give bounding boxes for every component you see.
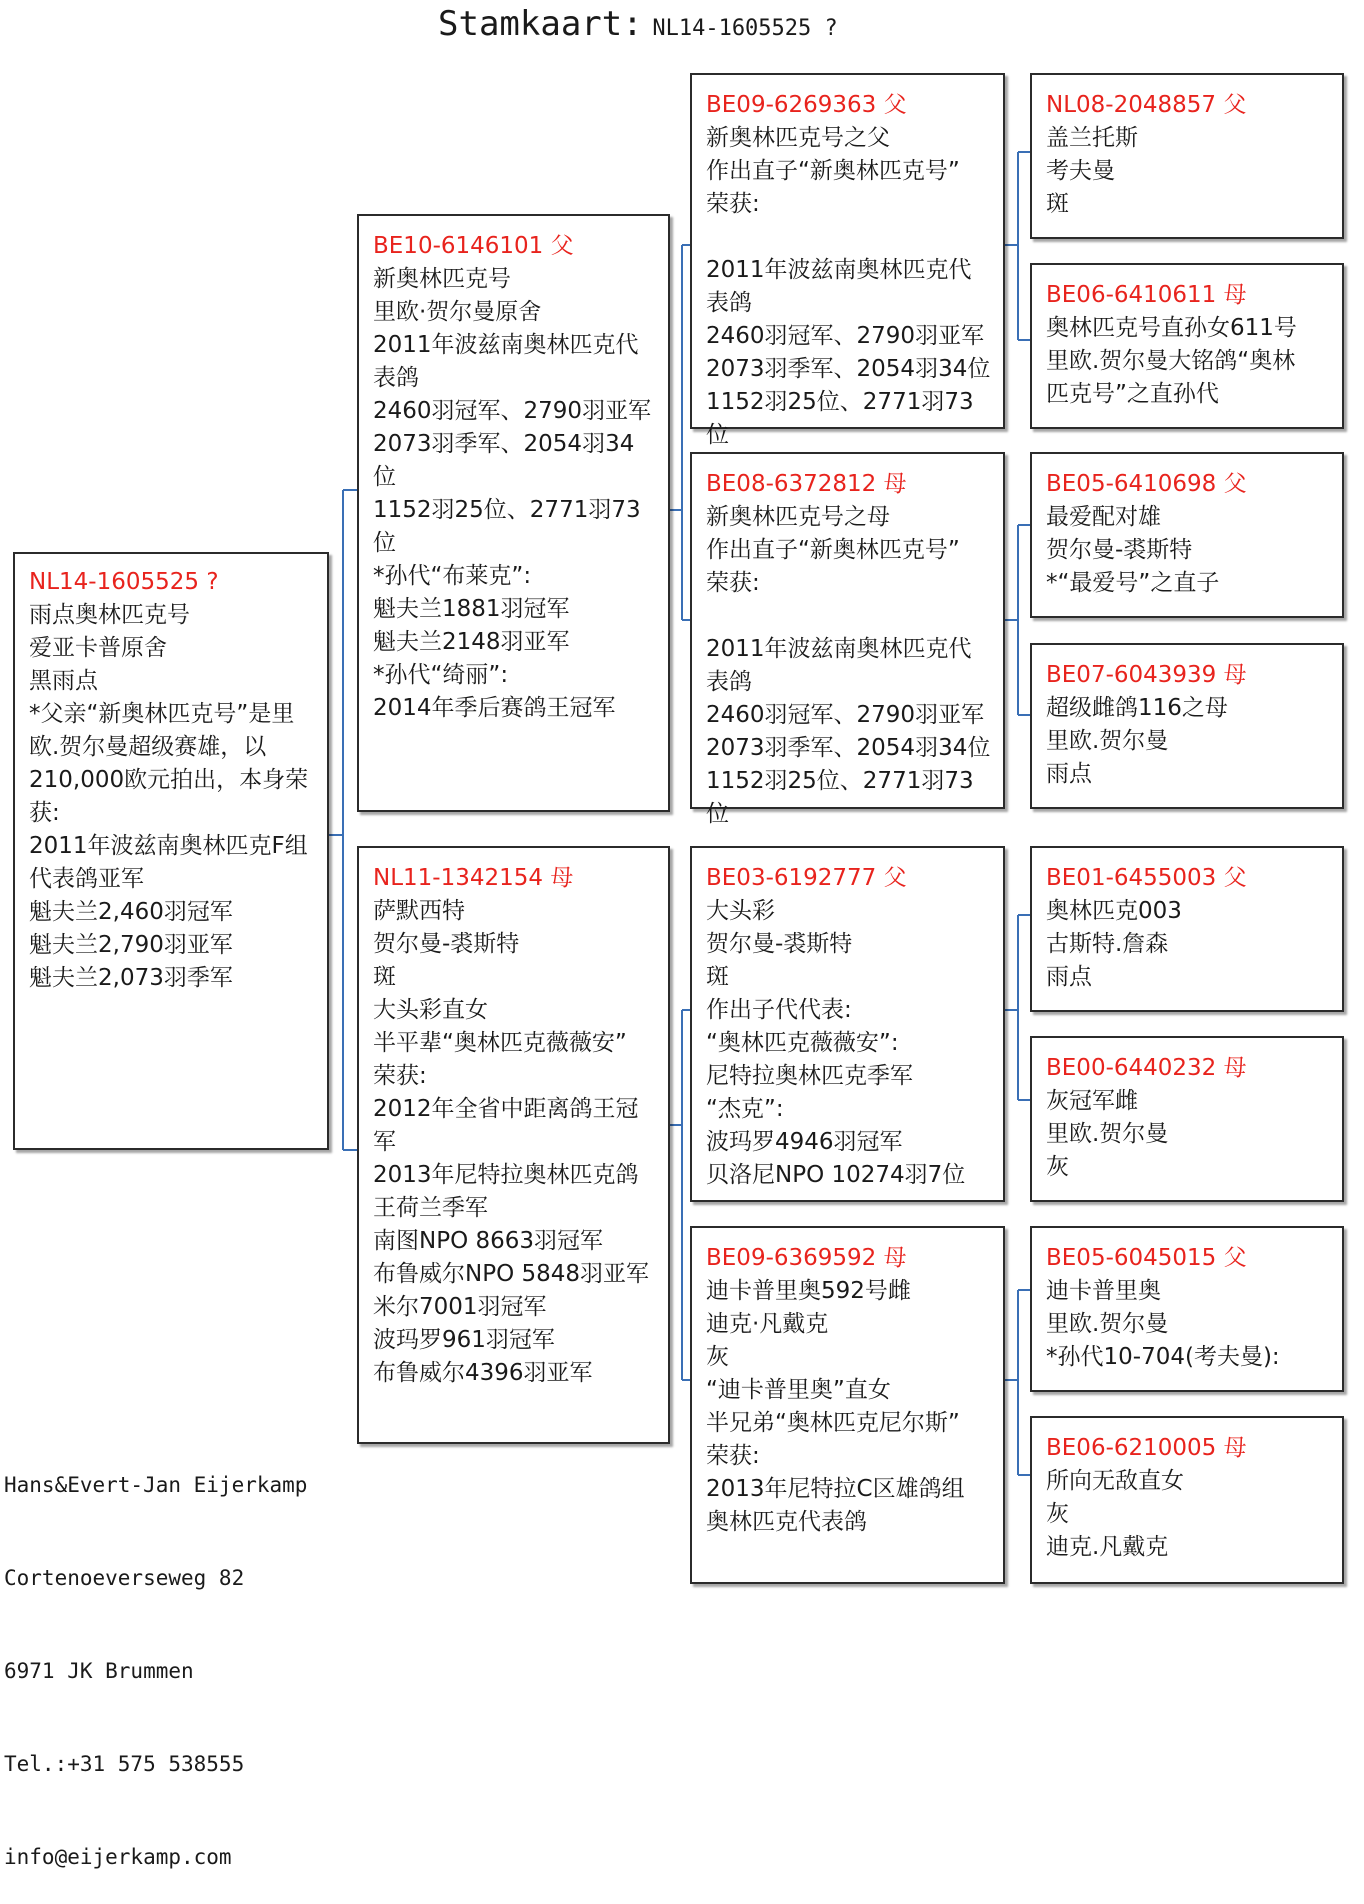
breeder-contact [4, 1408, 307, 1904]
pedigree-info-line: 贝洛尼NPO 10274羽7位 [706, 1162, 966, 1188]
pedigree-info-line: 斑 [706, 964, 729, 990]
pedigree-info-line: 王荷兰季军 [373, 1195, 488, 1221]
pedigree-info-line: 斑 [373, 964, 396, 990]
pedigree-info-line: 波玛罗4946羽冠军 [706, 1129, 903, 1155]
pedigree-info-line: 古斯特.詹森 [1046, 931, 1169, 957]
pedigree-info-line: 表鸽 [706, 669, 752, 695]
pedigree-info-line: 布鲁威尔4396羽亚军 [373, 1360, 593, 1386]
pedigree-info-line: 魁夫兰2,790羽亚军 [29, 932, 233, 958]
pedigree-info-line: 2012年全省中距离鸽王冠 [373, 1096, 639, 1122]
ff-mother-ring-id: BE06-6410611 母 [1046, 282, 1247, 308]
pedigree-info-line: 210,000欧元拍出，本身荣 [29, 767, 309, 793]
mf-father-ring-id: BE01-6455003 父 [1046, 865, 1247, 891]
pedigree-info-line: 2073羽季军、2054羽34位 [706, 356, 991, 382]
maternal-grandfather-box [690, 846, 1005, 1202]
pedigree-info-line: 灰 [1046, 1154, 1069, 1180]
pedigree-info-line: 荣获: [706, 191, 760, 217]
pedigree-info-line: 南图NPO 8663羽冠军 [373, 1228, 604, 1254]
pedigree-info-line: 雨点 [1046, 964, 1092, 990]
subject-box [13, 552, 329, 1150]
contact-email: info@eijerkamp.com [4, 1845, 232, 1869]
mf-mother-ring-id: BE00-6440232 母 [1046, 1055, 1247, 1081]
pedigree-info-line: 大头彩直女 [373, 997, 488, 1023]
ff-father-box [1030, 73, 1344, 239]
pedigree-info-line: 迪卡普里奥 [1046, 1278, 1161, 1304]
pedigree-info-line: 新奥林匹克号 [373, 266, 511, 292]
pedigree-info-line: 欧.贺尔曼超级赛雄，以 [29, 734, 267, 760]
pedigree-info-line: 2011年波兹南奥林匹克代 [373, 332, 639, 358]
pedigree-info-line: *父亲“新奥林匹克号”是里 [29, 701, 295, 727]
pedigree-info-line: 布鲁威尔NPO 5848羽亚军 [373, 1261, 650, 1287]
maternal-grandfather-ring-id: BE03-6192777 父 [706, 865, 907, 891]
title-label: Stamkaart: [438, 4, 643, 44]
pedigree-info-line: 爱亚卡普原舍 [29, 635, 167, 661]
pedigree-info-line: 新奥林匹克号之母 [706, 504, 890, 530]
pedigree-info-line: 1152羽25位、2771羽73位 [706, 768, 974, 827]
maternal-grandmother-ring-id: BE09-6369592 母 [706, 1245, 907, 1271]
pedigree-info-line: 2013年尼特拉奥林匹克鸽 [373, 1162, 639, 1188]
pedigree-info-line: “奥林匹克薇薇安”: [706, 1030, 899, 1056]
pedigree-info-line: 2460羽冠军、2790羽亚军 [706, 323, 985, 349]
ff-mother-box [1030, 263, 1344, 429]
pedigree-info-line: 灰 [1046, 1501, 1069, 1527]
pedigree-info-line: 2073羽季军、2054羽34位 [373, 431, 635, 490]
pedigree-info-line: 2011年波兹南奥林匹克代 [706, 257, 972, 283]
pedigree-info-line: 萨默西特 [373, 898, 465, 924]
pedigree-info-line: 获: [29, 800, 60, 826]
pedigree-info-line: 里欧·贺尔曼原舍 [373, 299, 542, 325]
pedigree-info-line: 考夫曼 [1046, 158, 1115, 184]
pedigree-info-line: 奥林匹克代表鸽 [706, 1509, 867, 1535]
ff-father-ring-id: NL08-2048857 父 [1046, 92, 1247, 118]
fm-father-box [1030, 452, 1344, 618]
pedigree-info-line: *“最爱号”之直子 [1046, 570, 1220, 596]
pedigree-info-line: 里欧.贺尔曼 [1046, 1311, 1169, 1337]
pedigree-info-line: 奥林匹克003 [1046, 898, 1182, 924]
pedigree-info-line: 2460羽冠军、2790羽亚军 [706, 702, 985, 728]
pedigree-info-line: “杰克”: [706, 1096, 784, 1122]
paternal-grandfather-box [690, 73, 1005, 448]
pedigree-info-line: 荣获: [706, 1443, 760, 1469]
pedigree-info-line: 2073羽季军、2054羽34位 [706, 735, 991, 761]
pedigree-info-line: 尼特拉奥林匹克季军 [706, 1063, 913, 1089]
subject-ring-id: NL14-1605525 ? [29, 569, 219, 595]
pedigree-info-line: 表鸽 [373, 365, 419, 391]
title-code: NL14-1605525 ? [652, 16, 838, 41]
pedigree-info-line: 迪克.凡戴克 [1046, 1534, 1169, 1560]
pedigree-info-line: “迪卡普里奥”直女 [706, 1377, 891, 1403]
pedigree-info-line: 雨点奥林匹克号 [29, 602, 190, 628]
pedigree-info-line: 1152羽25位、2771羽73位 [373, 497, 641, 556]
pedigree-info-line: 贺尔曼-裘斯特 [706, 931, 853, 957]
contact-name: Hans&Evert-Jan Eijerkamp [4, 1473, 308, 1497]
pedigree-info-line: 匹克号”之直孙代 [1046, 381, 1219, 407]
pedigree-info-line: 奥林匹克号直孙女611号 [1046, 315, 1297, 341]
pedigree-info-line: 作出直子“新奥林匹克号” [706, 158, 960, 184]
pedigree-info-line: 盖兰托斯 [1046, 125, 1138, 151]
pedigree-info-line: 荣获: [373, 1063, 427, 1089]
contact-street: Cortenoeverseweg 82 [4, 1566, 245, 1590]
pedigree-info-line: 2460羽冠军、2790羽亚军 [373, 398, 652, 424]
pedigree-info-line: 半兄弟“奥林匹克尼尔斯” [706, 1410, 960, 1436]
pedigree-info-line: *孙代“布莱克”: [373, 563, 532, 589]
pedigree-info-line: *孙代“绮丽”: [373, 662, 509, 688]
pedigree-info-line: 2011年波兹南奥林匹克代 [706, 636, 972, 662]
contact-city: 6971 JK Brummen [4, 1659, 194, 1683]
pedigree-info-line: 超级雌鸽116之母 [1046, 695, 1228, 721]
mm-mother-ring-id: BE06-6210005 母 [1046, 1435, 1247, 1461]
pedigree-info-line: 米尔7001羽冠军 [373, 1294, 547, 1320]
pedigree-info-line: 1152羽25位、2771羽73位 [706, 389, 974, 448]
pedigree-info-line: 贺尔曼-裘斯特 [373, 931, 520, 957]
pedigree-info-line: 灰 [706, 1344, 729, 1370]
pedigree-info-line: 表鸽 [706, 290, 752, 316]
pedigree-info-line: 黑雨点 [29, 668, 98, 694]
pedigree-info-line: 作出直子“新奥林匹克号” [706, 537, 960, 563]
pedigree-info-line: 贺尔曼-裘斯特 [1046, 537, 1193, 563]
pedigree-info-line: 新奥林匹克号之父 [706, 125, 890, 151]
mother-box [357, 846, 670, 1444]
paternal-grandfather-ring-id: BE09-6269363 父 [706, 92, 907, 118]
pedigree-info-line: 作出子代代表: [706, 997, 852, 1023]
pedigree-info-line: 魁夫兰2,073羽季军 [29, 965, 233, 991]
pedigree-info-line: 军 [373, 1129, 396, 1155]
pedigree-info-line: 魁夫兰1881羽冠军 [373, 596, 570, 622]
pedigree-info-line: 灰冠军雌 [1046, 1088, 1138, 1114]
paternal-grandmother-box [690, 452, 1005, 827]
mm-father-box [1030, 1226, 1344, 1392]
pedigree-info-line: 里欧.贺尔曼 [1046, 728, 1169, 754]
pedigree-info-line: 魁夫兰2,460羽冠军 [29, 899, 233, 925]
pedigree-info-line: 里欧.贺尔曼大铭鸽“奥林 [1046, 348, 1296, 374]
mother-ring-id: NL11-1342154 母 [373, 865, 574, 891]
pedigree-info-line: 2014年季后赛鸽王冠军 [373, 695, 616, 721]
fm-mother-box [1030, 643, 1344, 809]
pedigree-info-line: 半平辈“奥林匹克薇薇安” [373, 1030, 627, 1056]
mf-mother-box [1030, 1036, 1344, 1202]
pedigree-info-line: *孙代10-704(考夫曼): [1046, 1344, 1280, 1370]
pedigree-info-line: 大头彩 [706, 898, 775, 924]
fm-father-ring-id: BE05-6410698 父 [1046, 471, 1247, 497]
father-box [357, 214, 670, 812]
pedigree-info-line [706, 600, 991, 633]
pedigree-info-line: 所向无敌直女 [1046, 1468, 1184, 1494]
father-ring-id: BE10-6146101 父 [373, 233, 574, 259]
pedigree-info-line: 2011年波兹南奥林匹克F组 [29, 833, 308, 859]
mf-father-box [1030, 846, 1344, 1012]
pedigree-info-line: 魁夫兰2148羽亚军 [373, 629, 570, 655]
mm-father-ring-id: BE05-6045015 父 [1046, 1245, 1247, 1271]
paternal-grandmother-ring-id: BE08-6372812 母 [706, 471, 907, 497]
mm-mother-box [1030, 1416, 1344, 1584]
maternal-grandmother-box [690, 1226, 1005, 1584]
fm-mother-ring-id: BE07-6043939 母 [1046, 662, 1247, 688]
pedigree-info-line [706, 221, 991, 254]
pedigree-info-line: 波玛罗961羽冠军 [373, 1327, 555, 1353]
pedigree-info-line: 迪克·凡戴克 [706, 1311, 829, 1337]
pedigree-info-line: 迪卡普里奥592号雌 [706, 1278, 911, 1304]
pedigree-info-line: 里欧.贺尔曼 [1046, 1121, 1169, 1147]
pedigree-info-line: 2013年尼特拉C区雄鸽组 [706, 1476, 965, 1502]
pedigree-info-line: 斑 [1046, 191, 1069, 217]
pedigree-info-line: 最爱配对雄 [1046, 504, 1161, 530]
contact-phone: Tel.:+31 575 538555 [4, 1752, 245, 1776]
pedigree-info-line: 雨点 [1046, 761, 1092, 787]
pedigree-info-line: 荣获: [706, 570, 760, 596]
pedigree-info-line: 代表鸽亚军 [29, 866, 144, 892]
